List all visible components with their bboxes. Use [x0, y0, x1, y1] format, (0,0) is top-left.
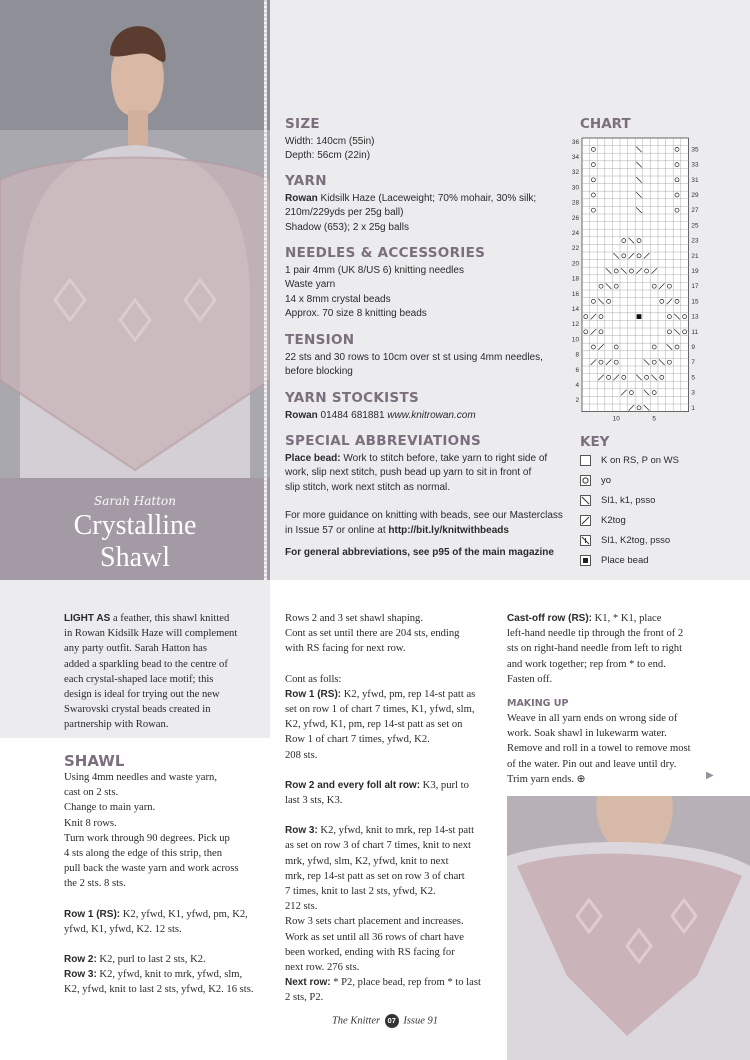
row-label: Cast-off row (RS):	[507, 613, 592, 624]
stockists-section	[285, 391, 575, 423]
instruction-line: Cont as folls:	[285, 673, 342, 685]
yarn-over-icon	[580, 475, 591, 486]
row-label: Row 1 (RS):	[285, 688, 342, 700]
chart-row-label: 14	[571, 306, 579, 313]
instruction-line	[285, 778, 500, 793]
yarn-desc: Kidsilk Haze (Laceweight; 70% mohair, 30% silk;	[317, 192, 537, 204]
intro-line: each crystal-shaped lace motif; this	[64, 673, 214, 685]
chart-row-label: 35	[691, 146, 699, 154]
instruction-line: as set on row 3 of chart 7 times, knit to next	[285, 840, 471, 852]
row-label: Row 2 and every foll alt row:	[285, 779, 421, 791]
chart-row-label: 26	[571, 214, 579, 222]
chart-row-label: 36	[571, 138, 579, 146]
chart-row-label: 17	[691, 283, 699, 291]
instruction-line: mrk, yfwd, slm, K2, yfwd, knit to next	[285, 855, 449, 867]
chart-row-label: 7	[691, 359, 695, 367]
instruction-line: Fasten off.	[507, 673, 553, 685]
shawl-heading: SHAWL	[64, 752, 125, 770]
intro-line: Swarovski crystal beads created in	[64, 704, 211, 716]
intro-line-text: a feather, this shawl knitted	[110, 613, 230, 624]
divider	[264, 0, 267, 580]
instruction-line: 212 sts.	[285, 901, 318, 913]
row-label: Row 3:	[64, 969, 97, 981]
row-text: K1, * K1, place	[592, 613, 662, 624]
chart-row-label: 34	[571, 154, 579, 161]
instruction-line: with RS facing for next row.	[285, 643, 406, 655]
chart-row-label: 12	[571, 321, 579, 329]
chart-row-label: 6	[575, 366, 579, 374]
page-number: 07	[385, 1014, 399, 1028]
chart-column-label: 10	[612, 415, 620, 423]
chart-row-label: 32	[571, 169, 579, 177]
general-abbrev-text: For general abbreviations, see p95 of the main magazine	[285, 547, 554, 558]
instruction-line: 208 sts.	[285, 749, 318, 761]
yarn-brand: Rowan	[285, 192, 318, 204]
making-up-heading: MAKING UP	[507, 698, 569, 709]
tension-section	[285, 333, 575, 380]
abbreviations-heading: SPECIAL ABBREVIATIONS	[285, 433, 482, 449]
instruction-line: Work as set until all 36 rows of chart have	[285, 931, 464, 943]
instruction-line	[507, 611, 722, 626]
instruction-line: last 3 sts, K3.	[285, 795, 343, 807]
row-text: * P2, place bead, rep from * to last	[330, 977, 481, 989]
row-label: Next row:	[285, 977, 331, 989]
abbrev-line3: slip stitch, work next stitch as normal.	[285, 481, 451, 493]
chart-row-label: 22	[571, 245, 579, 253]
page-footer	[300, 1014, 470, 1028]
continue-arrow-icon: ▶	[706, 770, 714, 781]
stockists-phone: 01484 681881	[317, 409, 388, 421]
chart-row-label: 1	[691, 404, 695, 412]
abbrev-line2: work, slip next stitch, push bead up yarn to sit in front of	[285, 467, 532, 478]
yarn-heading: YARN	[285, 173, 327, 189]
tension-line2: before blocking	[285, 366, 353, 377]
instruction-line: yfwd, K1, yfwd, K2. 12 sts.	[64, 923, 182, 935]
needles-item: 14 x 8mm crystal beads	[285, 293, 391, 305]
instruction-line	[285, 823, 500, 838]
knitting-chart	[560, 134, 710, 424]
abbrev-def: Work to stitch before, take yarn to right side of	[340, 452, 548, 464]
stockists-heading: YARN STOCKISTS	[285, 390, 419, 406]
chart-row-label: 18	[571, 275, 579, 283]
row-text: Trim yarn ends.	[507, 773, 577, 785]
instruction-line: of the water. Pin out and leave until dry.	[507, 758, 677, 770]
instruction-line: set on row 1 of chart 7 times, K1, yfwd, slm,	[285, 704, 475, 716]
chart-row-label: 4	[575, 382, 579, 389]
guide-line1: For more guidance on knitting with beads, see our Masterclass	[285, 510, 563, 521]
yarn-line3: Shadow (653); 2 x 25g balls	[285, 221, 409, 233]
size-heading: SIZE	[285, 116, 320, 132]
instruction-line: K2, yfwd, knit to last 2 sts, yfwd, K2. 16 sts.	[64, 984, 254, 996]
row-label: Row 2:	[64, 954, 97, 966]
instruction-line: left-hand needle tip through the front of 2	[507, 628, 684, 640]
tension-line1: 22 sts and 30 rows to 10cm over st st using 4mm needles,	[285, 351, 543, 363]
instruction-line: cast on 2 sts.	[64, 787, 119, 799]
general-abbrev-note	[285, 546, 575, 561]
chart-row-label: 21	[691, 252, 699, 260]
tension-heading: TENSION	[285, 332, 355, 348]
intro-line: in Rowan Kidsilk Haze will complement	[64, 628, 238, 640]
instruction-line: 4 sts along the edge of this strip, then	[64, 848, 223, 860]
row-text: K2, yfwd, pm, rep 14-st patt as	[341, 688, 476, 700]
chart-heading: CHART	[580, 116, 631, 132]
instruction-line: Row 3 sets chart placement and increases.	[285, 916, 464, 928]
instruction-line: sts on right-hand needle from left to right	[507, 643, 683, 655]
instruction-line: Cont as set until there are 204 sts, ending	[285, 628, 460, 640]
instruction-line	[64, 967, 274, 982]
key-label: K on RS, P on WS	[601, 455, 679, 466]
end-mark-icon: ⊕	[576, 773, 586, 785]
pattern-title-line2: Shawl	[100, 542, 170, 573]
instruction-line: Using 4mm needles and waste yarn,	[64, 772, 217, 783]
chart-bead-mark	[637, 314, 642, 319]
intro-line: any party outfit. Sarah Hatton has	[64, 643, 207, 655]
pattern-title-line1: Crystalline	[73, 510, 197, 541]
stockists-line	[285, 409, 575, 424]
instruction-line	[64, 952, 274, 967]
instruction-line: the 2 sts. 8 sts.	[64, 878, 126, 890]
size-width: Width: 140cm (55in)	[285, 135, 375, 147]
making-up-text	[507, 711, 722, 787]
instruction-line: Knit 8 rows.	[64, 817, 117, 829]
instruction-line	[285, 687, 500, 702]
magazine-name: The Knitter	[331, 1015, 381, 1027]
chart-row-label: 28	[571, 199, 579, 207]
instruction-line: Rows 2 and 3 set shawl shaping.	[285, 613, 424, 624]
issue-number: Issue 91	[403, 1015, 439, 1027]
skp-decrease-icon	[580, 495, 591, 506]
key-label: yo	[601, 475, 612, 486]
instruction-line: Weave in all yarn ends on wrong side of	[507, 713, 678, 724]
designer-name: Sarah Hatton	[93, 494, 177, 508]
chart-row-label: 15	[691, 298, 699, 306]
chart-row-label: 5	[691, 374, 695, 382]
stockists-brand: Rowan	[285, 409, 318, 421]
row-text: K2, yfwd, knit to mrk, rep 14-st patt	[317, 825, 475, 837]
instruction-line: been worked, ending with RS facing for	[285, 946, 455, 958]
chart-row-label: 16	[571, 290, 579, 298]
knit-stitch-icon	[580, 455, 591, 466]
row-text: K3, purl to	[420, 779, 469, 791]
yarn-section	[285, 174, 575, 235]
chart-row-label: 9	[691, 344, 695, 351]
chart-row-label: 24	[571, 230, 579, 237]
chart-row-label: 25	[691, 222, 699, 230]
size-depth: Depth: 56cm (22in)	[285, 150, 371, 161]
place-bead-icon	[580, 555, 591, 566]
instruction-line: Remove and roll in a towel to remove most	[507, 743, 691, 755]
key-heading: KEY	[580, 434, 610, 450]
sk2p-decrease-icon	[580, 535, 591, 546]
title-block	[0, 478, 270, 580]
pattern-column-3	[507, 611, 722, 687]
instruction-line	[507, 772, 722, 787]
chart-row-label: 11	[691, 328, 699, 336]
chart-row-label: 20	[571, 260, 579, 268]
needles-item: Waste yarn	[285, 279, 336, 290]
yarn-line1	[285, 192, 575, 207]
row-label: Row 3:	[285, 825, 318, 837]
key-label: K2tog	[601, 515, 626, 526]
chart-row-label: 33	[691, 161, 699, 169]
intro-line: added a sparkling bead to the centre of	[64, 658, 228, 670]
abbrev-line1	[285, 452, 575, 467]
chart-row-label: 13	[691, 313, 699, 321]
instruction-line: Turn work through 90 degrees. Pick up	[64, 832, 230, 844]
pattern-column-2	[285, 611, 500, 1006]
instruction-line: K2, yfwd, K1, pm, rep 14-st patt as set on	[285, 719, 463, 731]
instruction-line: Row 1 of chart 7 times, yfwd, K2.	[285, 734, 430, 746]
instruction-line: 7 times, knit to last 2 sts, yfwd, K2.	[285, 886, 436, 898]
abbrev-term: Place bead:	[285, 452, 341, 464]
guide-text: in Issue 57 or online at	[285, 524, 389, 536]
instruction-line: next row. 276 sts.	[285, 962, 360, 974]
intro-line: partnership with Rowan.	[64, 719, 169, 731]
chart-svg	[560, 134, 710, 424]
instruction-line: 2 sts, P2.	[285, 992, 324, 1004]
instruction-line	[64, 907, 274, 922]
chart-row-label: 30	[571, 184, 579, 192]
row-text: K2, purl to last 2 sts, K2.	[96, 954, 206, 966]
chart-row-label: 31	[691, 176, 699, 184]
guide-line2	[285, 524, 575, 539]
needles-item: 1 pair 4mm (UK 8/US 6) knitting needles	[285, 264, 464, 276]
shawl-closeup-photo	[507, 796, 750, 1060]
chart-column-label: 5	[652, 415, 656, 423]
instruction-line: Change to main yarn.	[64, 802, 156, 814]
instruction-line: pull back the waste yarn and work across	[64, 863, 239, 875]
intro-line: design is ideal for trying out the new	[64, 689, 220, 701]
chart-row-label: 2	[575, 397, 579, 405]
intro-text	[64, 611, 264, 733]
guide-url[interactable]: http://bit.ly/knitwithbeads	[388, 524, 509, 536]
intro-line	[64, 611, 264, 626]
key-label: Place bead	[601, 555, 649, 566]
k2tog-decrease-icon	[580, 515, 591, 526]
chart-row-label: 19	[691, 268, 699, 275]
row-text: K2, yfwd, K1, yfwd, pm, K2,	[120, 908, 248, 920]
intro-lead: LIGHT AS	[64, 613, 111, 624]
needles-heading: NEEDLES & ACCESSORIES	[285, 245, 486, 261]
chart-row-label: 10	[571, 336, 579, 344]
needles-section	[285, 246, 575, 322]
key-label: Sl1, K2tog, psso	[601, 535, 671, 546]
key-label: Sl1, k1, psso	[601, 495, 656, 506]
size-section	[285, 117, 575, 164]
instruction-line: mrk, rep 14-st patt as set on row 3 of chart	[285, 870, 465, 882]
needles-item: Approx. 70 size 8 knitting beads	[285, 308, 427, 319]
abbreviations-section	[285, 434, 575, 561]
stockists-url[interactable]: www.knitrowan.com	[387, 409, 476, 421]
chart-row-label: 23	[691, 237, 699, 245]
instruction-line	[285, 975, 500, 990]
yarn-line2: 210m/229yds per 25g ball)	[285, 207, 404, 218]
model-photo	[0, 0, 270, 478]
row-label: Row 1 (RS):	[64, 908, 121, 920]
chart-row-label: 29	[691, 192, 699, 199]
shawl-instructions	[64, 770, 274, 998]
chart-row-label: 3	[691, 389, 695, 397]
instruction-line: work. Soak shawl in lukewarm water.	[507, 728, 667, 740]
instruction-line: and work together; rep from * to end.	[507, 658, 666, 670]
chart-row-label: 27	[691, 207, 699, 215]
chart-row-label: 8	[575, 351, 579, 359]
row-text: K2, yfwd, knit to mrk, yfwd, slm,	[96, 969, 243, 981]
